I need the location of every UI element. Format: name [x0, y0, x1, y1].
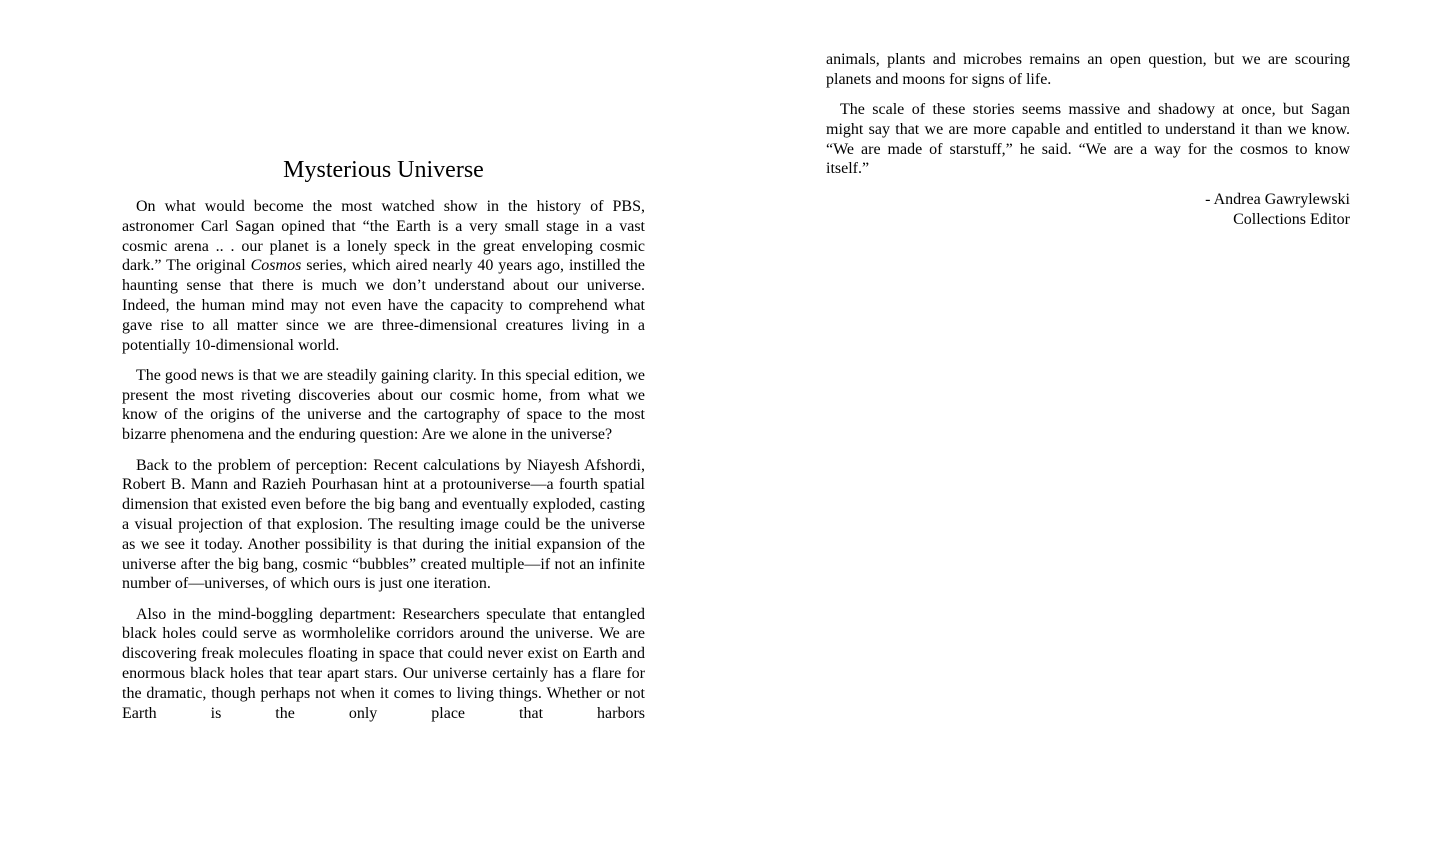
right-column	[826, 50, 1350, 229]
signature-block	[826, 190, 1350, 230]
article-title: Mysterious Universe	[283, 157, 484, 183]
left-column	[122, 156, 645, 734]
paragraph-1	[122, 197, 645, 355]
signature-role: Collections Editor	[1233, 210, 1350, 228]
paragraph-5: The scale of these stories seems massive and shadowy at once, but Sagan might say that we are more capable and entitled to understand it than we know. “We are made of starstuff,” he said. “We are a way for the cosmos to know itself.”	[826, 101, 1350, 178]
paragraph-3: Back to the problem of perception: Recent calculations by Niayesh Afshordi, Robert B. Mann and Razieh Pourhasan hint at a protouniverse—a fourth spatial dimension that existed even before the big bang and eventually exploded, casting a visual projection of that explosion. The resulting image could be the universe as we see it today. Another possibility is that during the initial expansion of the universe after the big bang, cosmic “bubbles” created multiple—if not an infinite number of—universes, of which ours is just one iteration.	[122, 456, 645, 593]
signature-name: - Andrea Gawrylewski	[1205, 190, 1350, 208]
paragraph-4: Also in the mind-boggling department: Researchers speculate that entangled black holes could serve as wormholelike corridors around the universe. We are discovering freak molecules floating in space that could never exist on Earth and enormous black holes that tear apart stars. Our universe certainly has a flare for the dramatic, though perhaps not when it comes to living things. Whether or not Earth is the only place that harbors	[122, 605, 645, 722]
paragraph-4-continued: animals, plants and microbes remains an open question, but we are scouring planets and moons for signs of life.	[826, 51, 1350, 88]
paragraph-1-text-before: On what would become the most watched show in the history of PBS, astronomer Carl Sagan opined that “the Earth is a very small stage in a vast cosmic arena .. . our planet is a lonely speck in the great enveloping cosmic dark.” The original	[122, 198, 645, 275]
paragraph-1-text-after: series, which aired nearly 40 years ago, instilled the haunting sense that there is much we don’t understand about our universe. Indeed, the human mind may not even have the capacity to comprehend what gave rise to all matter since we are three-dimensional creatures living in a potentially 10-dimensional world.	[122, 257, 645, 354]
paragraph-2: The good news is that we are steadily gaining clarity. In this special edition, we present the most riveting discoveries about our cosmic home, from what we know of the origins of the universe and the cartography of space to the most bizarre phenomena and the enduring question: Are we alone in the universe?	[122, 366, 645, 444]
cosmos-series-italic: Cosmos	[250, 257, 302, 275]
